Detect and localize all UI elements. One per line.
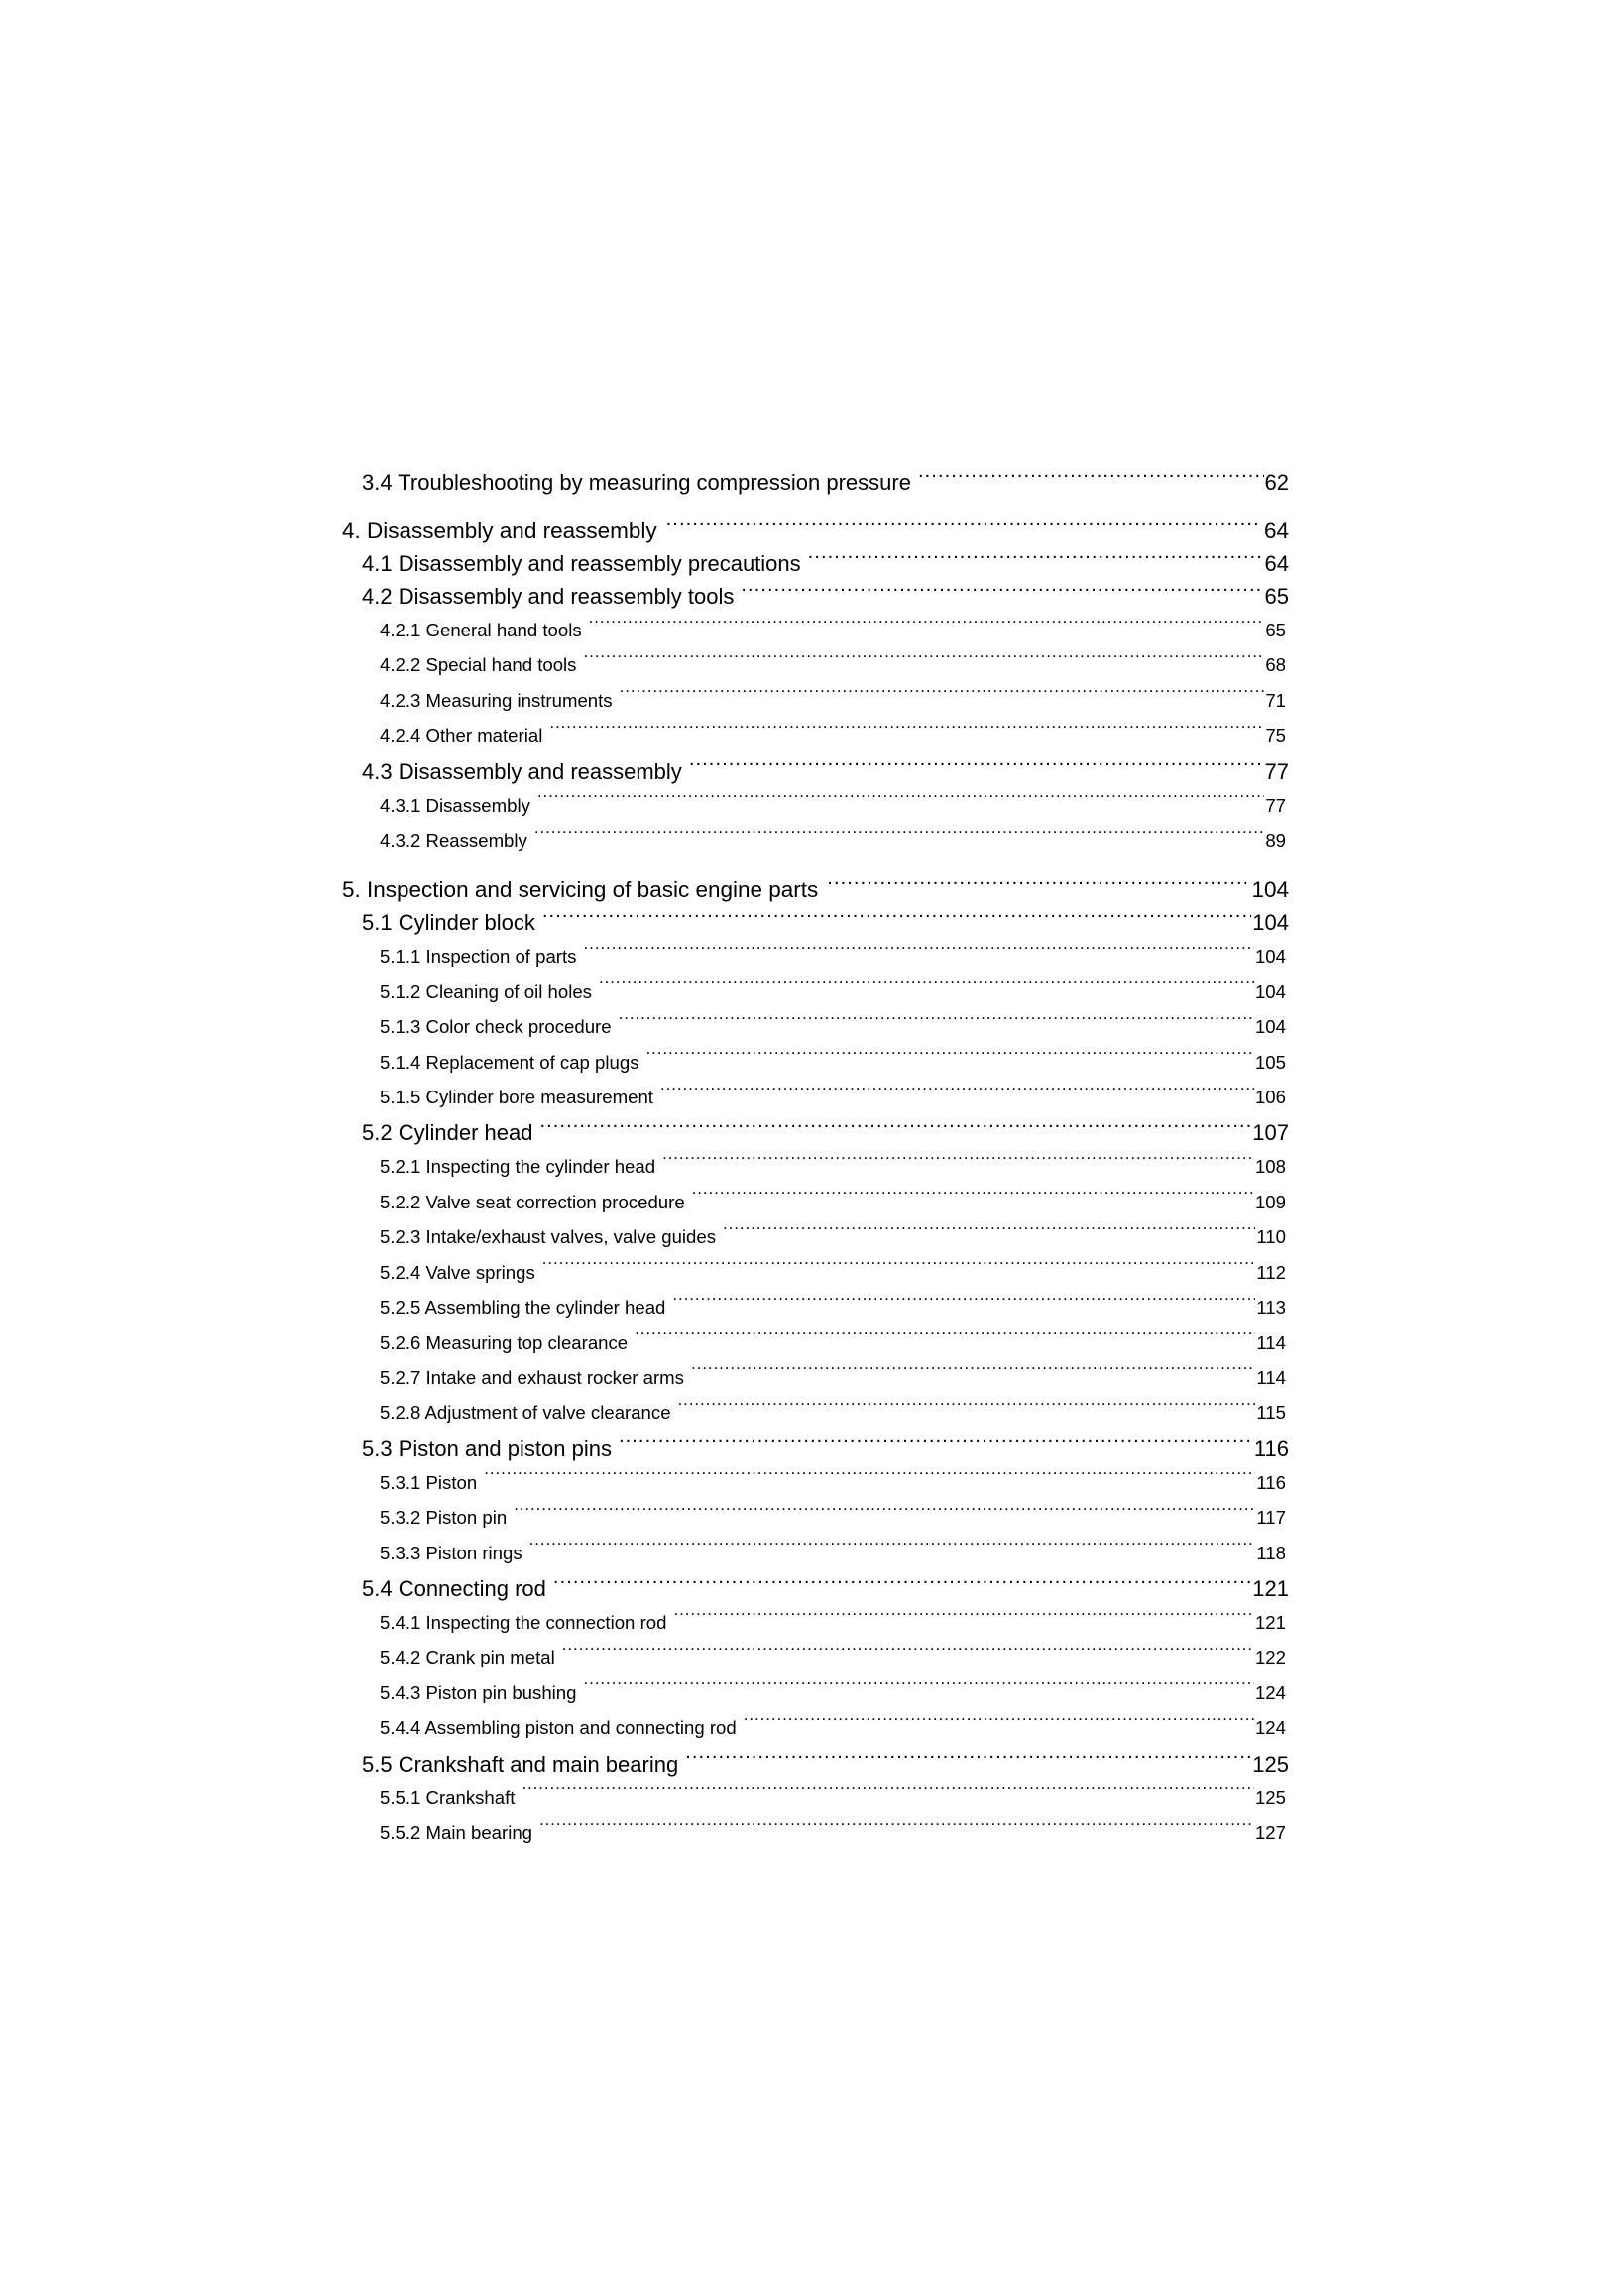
toc-entry-page-number: 77 — [1265, 794, 1286, 816]
toc-entry-title: 5.1.3 Color check procedure — [380, 1016, 612, 1038]
toc-entry-page-number: 106 — [1254, 1087, 1286, 1108]
toc-entry-page-number: 116 — [1253, 1435, 1289, 1461]
toc-entry-page-number: 125 — [1252, 1751, 1289, 1777]
toc-entry-page-number: 124 — [1254, 1681, 1286, 1703]
toc-entry-page-number: 122 — [1254, 1647, 1286, 1668]
toc-entry-page-number: 109 — [1254, 1191, 1286, 1212]
toc-entry-page-number: 114 — [1256, 1331, 1286, 1353]
toc-leader-dots — [484, 1470, 1255, 1489]
toc-entry-title: 4.3 Disassembly and reassembly — [362, 758, 682, 784]
toc-leader-dots — [692, 1190, 1254, 1208]
toc-entry-title: 5.1.5 Cylinder bore measurement — [380, 1087, 653, 1108]
toc-entry-title: 5.5.1 Crankshaft — [380, 1786, 516, 1808]
toc-entry-title: 3.4 Troubleshooting by measuring compression pressure — [362, 470, 911, 495]
toc-entry[interactable] — [0, 939, 1623, 974]
toc-entry-title: 5.3.2 Piston pin — [380, 1507, 508, 1529]
toc-entry[interactable] — [0, 580, 1623, 613]
toc-entry-page-number: 65 — [1265, 620, 1286, 640]
toc-entry[interactable] — [0, 613, 1623, 647]
toc-entry-page-number: 116 — [1256, 1471, 1286, 1493]
toc-entry[interactable] — [0, 975, 1623, 1009]
toc-entry-title: 4.2.2 Special hand tools — [380, 654, 577, 676]
toc-leader-dots — [635, 1330, 1255, 1349]
toc-entry-title: 5.1.1 Inspection of parts — [380, 946, 577, 968]
toc-entry[interactable] — [0, 466, 1623, 499]
toc-entry-page-number: 64 — [1264, 551, 1289, 576]
toc-entry-title: 5.2.2 Valve seat correction procedure — [380, 1191, 685, 1212]
toc-entry-title: 4.1 Disassembly and reassembly precautions — [362, 551, 801, 576]
toc-entry-title: 5.4 Connecting rod — [362, 1575, 546, 1601]
toc-entry-page-number: 71 — [1265, 689, 1286, 711]
toc-leader-dots — [666, 517, 1259, 539]
toc-entry-page-number: 125 — [1254, 1786, 1286, 1808]
toc-leader-dots — [539, 1118, 1251, 1140]
toc-entry-page-number: 110 — [1256, 1226, 1286, 1248]
toc-leader-dots — [599, 979, 1254, 998]
toc-entry-page-number: 64 — [1263, 518, 1289, 543]
toc-leader-dots — [542, 908, 1251, 930]
toc-leader-dots — [522, 1785, 1254, 1804]
toc-entry[interactable] — [0, 906, 1623, 939]
toc-entry[interactable] — [0, 1780, 1623, 1815]
toc-leader-dots — [619, 1015, 1254, 1034]
toc-entry-title: 5. Inspection and servicing of basic engine parts — [342, 877, 819, 903]
toc-entry[interactable] — [0, 515, 1623, 547]
toc-leader-dots — [534, 828, 1264, 847]
toc-leader-dots — [619, 1435, 1253, 1456]
toc-entry-page-number: 77 — [1264, 758, 1289, 784]
toc-entry[interactable] — [0, 1009, 1623, 1044]
toc-leader-dots — [689, 757, 1264, 779]
toc-entry-title: 4.2 Disassembly and reassembly tools — [362, 584, 735, 609]
toc-entry-page-number: 112 — [1256, 1261, 1286, 1283]
toc-entry[interactable] — [0, 1149, 1623, 1184]
toc-entry-title: 4.2.3 Measuring instruments — [380, 689, 613, 711]
toc-entry[interactable] — [0, 1116, 1623, 1149]
toc-entry[interactable] — [0, 873, 1623, 906]
table-of-contents — [0, 466, 1623, 1850]
toc-entry[interactable] — [0, 1290, 1623, 1324]
toc-leader-dots — [678, 1401, 1256, 1420]
toc-entry-title: 5.2.6 Measuring top clearance — [380, 1331, 629, 1353]
toc-leader-dots — [542, 1260, 1256, 1279]
toc-entry[interactable] — [0, 1433, 1623, 1465]
toc-entry-page-number: 104 — [1254, 946, 1286, 968]
toc-leader-dots — [529, 1541, 1256, 1559]
toc-entry-page-number: 75 — [1265, 725, 1286, 746]
toc-leader-dots — [589, 618, 1265, 636]
toc-entry-title: 5.4.1 Inspecting the connection rod — [380, 1611, 667, 1633]
toc-entry[interactable] — [0, 1572, 1623, 1605]
toc-entry[interactable] — [0, 1500, 1623, 1535]
toc-entry-page-number: 113 — [1256, 1297, 1286, 1319]
toc-entry-page-number: 104 — [1254, 980, 1286, 1002]
toc-entry-title: 5.1.2 Cleaning of oil holes — [380, 980, 592, 1002]
toc-entry-page-number: 105 — [1254, 1051, 1286, 1073]
toc-entry-page-number: 65 — [1264, 584, 1289, 609]
toc-entry-title: 4. Disassembly and reassembly — [342, 518, 657, 543]
toc-entry-title: 5.2.7 Intake and exhaust rocker arms — [380, 1366, 684, 1388]
toc-leader-dots — [685, 1750, 1251, 1772]
toc-entry-page-number: 68 — [1265, 654, 1286, 676]
toc-entry-title: 5.4.3 Piston pin bushing — [380, 1681, 577, 1703]
toc-entry-title: 5.1.4 Replacement of cap plugs — [380, 1051, 639, 1073]
toc-entry[interactable] — [0, 788, 1623, 823]
toc-entry[interactable] — [0, 755, 1623, 788]
toc-leader-dots — [662, 1155, 1254, 1174]
toc-entry-page-number: 104 — [1254, 1016, 1286, 1038]
toc-entry-title: 5.5 Crankshaft and main bearing — [362, 1751, 679, 1777]
toc-entry-page-number: 121 — [1254, 1611, 1286, 1633]
toc-entry[interactable] — [0, 823, 1623, 858]
toc-entry-page-number: 114 — [1256, 1366, 1286, 1388]
toc-leader-dots — [537, 793, 1264, 812]
toc-leader-dots — [723, 1225, 1255, 1244]
toc-entry-page-number: 115 — [1256, 1402, 1286, 1424]
toc-entry[interactable] — [0, 1536, 1623, 1570]
toc-entry[interactable] — [0, 1219, 1623, 1254]
toc-entry[interactable] — [0, 1045, 1623, 1080]
toc-entry-title: 5.2.8 Adjustment of valve clearance — [380, 1402, 671, 1424]
toc-entry-page-number: 104 — [1251, 877, 1289, 903]
toc-entry[interactable] — [0, 1748, 1623, 1780]
toc-leader-dots — [918, 468, 1264, 490]
toc-leader-dots — [660, 1085, 1254, 1103]
toc-entry-page-number: 62 — [1264, 470, 1289, 495]
toc-entry-title: 4.2.4 Other material — [380, 725, 543, 746]
toc-entry-page-number: 108 — [1254, 1156, 1286, 1178]
toc-entry[interactable] — [0, 1640, 1623, 1674]
toc-entry-page-number: 104 — [1252, 910, 1289, 936]
toc-entry-title: 4.3.2 Reassembly — [380, 830, 527, 852]
toc-entry-title: 5.3 Piston and piston pins — [362, 1435, 612, 1461]
toc-leader-dots — [691, 1365, 1255, 1384]
toc-entry[interactable] — [0, 1815, 1623, 1850]
toc-leader-dots — [620, 688, 1265, 707]
toc-leader-dots — [553, 1574, 1251, 1596]
toc-entry[interactable] — [0, 647, 1623, 682]
toc-entry[interactable] — [0, 1710, 1623, 1745]
toc-entry[interactable] — [0, 1675, 1623, 1710]
toc-entry[interactable] — [0, 1185, 1623, 1219]
toc-entry[interactable] — [0, 718, 1623, 752]
toc-entry-title: 5.2 Cylinder head — [362, 1120, 533, 1146]
toc-leader-dots — [672, 1296, 1255, 1315]
toc-entry-page-number: 127 — [1254, 1821, 1286, 1843]
toc-entry-title: 5.2.1 Inspecting the cylinder head — [380, 1156, 656, 1178]
toc-leader-dots — [539, 1820, 1254, 1839]
toc-entry[interactable] — [0, 1080, 1623, 1114]
toc-entry-page-number: 121 — [1252, 1575, 1289, 1601]
toc-leader-dots — [646, 1050, 1254, 1069]
toc-leader-dots — [744, 1716, 1254, 1735]
toc-leader-dots — [583, 1680, 1253, 1699]
toc-entry-title: 5.2.3 Intake/exhaust valves, valve guides — [380, 1226, 717, 1248]
toc-entry-title: 5.3.1 Piston — [380, 1471, 478, 1493]
toc-entry-title: 5.2.4 Valve springs — [380, 1261, 535, 1283]
toc-leader-dots — [808, 549, 1264, 571]
toc-entry-title: 5.3.3 Piston rings — [380, 1542, 522, 1563]
toc-entry-title: 4.3.1 Disassembly — [380, 794, 530, 816]
toc-leader-dots — [562, 1646, 1254, 1665]
toc-entry-title: 4.2.1 General hand tools — [380, 620, 582, 640]
toc-entry[interactable] — [0, 1255, 1623, 1290]
toc-entry-title: 5.4.2 Crank pin metal — [380, 1647, 555, 1668]
toc-entry[interactable] — [0, 1325, 1623, 1360]
toc-entry-title: 5.5.2 Main bearing — [380, 1821, 533, 1843]
toc-entry-page-number: 107 — [1252, 1120, 1289, 1146]
toc-leader-dots — [583, 945, 1254, 964]
toc-entry-page-number: 118 — [1256, 1542, 1286, 1563]
toc-entry-title: 5.1 Cylinder block — [362, 910, 535, 936]
toc-leader-dots — [549, 724, 1264, 743]
toc-entry[interactable] — [0, 547, 1623, 580]
toc-entry[interactable] — [0, 1465, 1623, 1500]
toc-entry[interactable] — [0, 1360, 1623, 1395]
toc-leader-dots — [673, 1610, 1254, 1629]
toc-leader-dots — [514, 1506, 1255, 1525]
toc-leader-dots — [741, 582, 1263, 604]
toc-entry-page-number: 89 — [1265, 830, 1286, 852]
toc-entry[interactable] — [0, 1395, 1623, 1430]
toc-entry-title: 5.2.5 Assembling the cylinder head — [380, 1297, 666, 1319]
toc-entry[interactable] — [0, 1605, 1623, 1640]
toc-entry[interactable] — [0, 683, 1623, 718]
toc-leader-dots — [583, 653, 1264, 672]
toc-entry-page-number: 124 — [1254, 1717, 1286, 1739]
toc-entry-page-number: 117 — [1256, 1507, 1286, 1529]
toc-entry-title: 5.4.4 Assembling piston and connecting rod — [380, 1717, 737, 1739]
toc-leader-dots — [827, 875, 1246, 898]
